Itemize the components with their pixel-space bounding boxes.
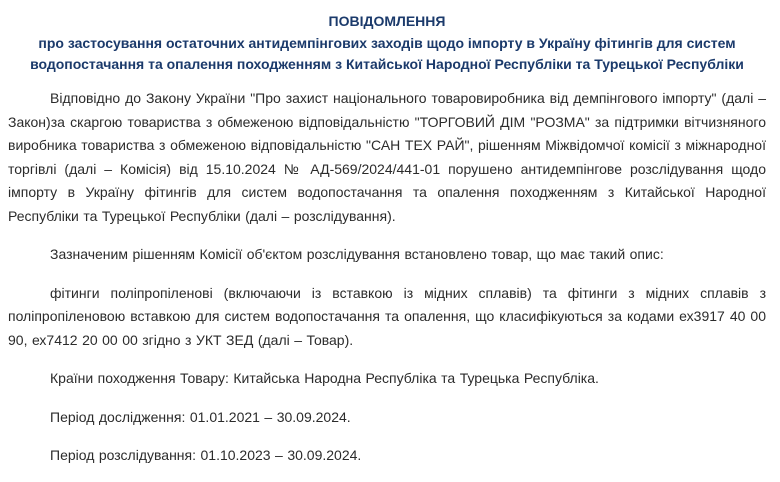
- paragraph-countries-of-origin: Країни походження Товару: Китайська Народна Республіка та Турецька Республіка.: [50, 370, 599, 386]
- paragraph-product-description: фітинги поліпропіленові (включаючи із вставкою із мідних сплавів) та фітинги з мідних сплавів з поліпропіленовою вставкою для систем водопостачання та опалення, що класифікуються за кодами ех3917 40 00 90, ех7412 20 00 00 згідно з УКТ ЗЕД (далі – Товар).: [8, 284, 766, 348]
- notice-document: [0, 10, 780, 482]
- paragraph-investigation-period: Період розслідування: 01.10.2023 – 30.09.2024.: [50, 447, 362, 463]
- paragraph-object-intro: Зазначеним рішенням Комісії об'єктом розслідування встановлено товар, що має такий опис:: [50, 246, 664, 262]
- paragraph-investigation-basis: Відповідно до Закону України "Про захист національного товаровиробника від демпінгового імпорту" (далі – Закон)за скаргою товариства з обмеженою відповідальністю "ТОРГОВИЙ ДІМ "РОЗМА" за підтримки вітчизняного виробника товариства з обмеженою відповідальністю "САН ТЕХ РАЙ", рішенням Міжвідомчої комісії з міжнародної торгівлі (далі – Комісія) від 15.10.2024 № АД-569/2024/441-01 порушено антидемпінгове розслідування щодо імпорту в Україну фітингів для систем водопостачання та опалення походженням з Китайської Народної Республіки та Турецької Республіки (далі – розслідування).: [8, 90, 766, 224]
- notice-title: ПОВІДОМЛЕННЯ: [328, 13, 446, 29]
- paragraph-review-period: Період дослідження: 01.01.2021 – 30.09.2024.: [50, 408, 351, 425]
- notice-subtitle: про застосування остаточних антидемпінгових заходів щодо імпорту в Україну фітингів для систем водопостачання та опалення походженням з Китайської Народної Республіки та Турецької Республіки: [30, 35, 744, 72]
